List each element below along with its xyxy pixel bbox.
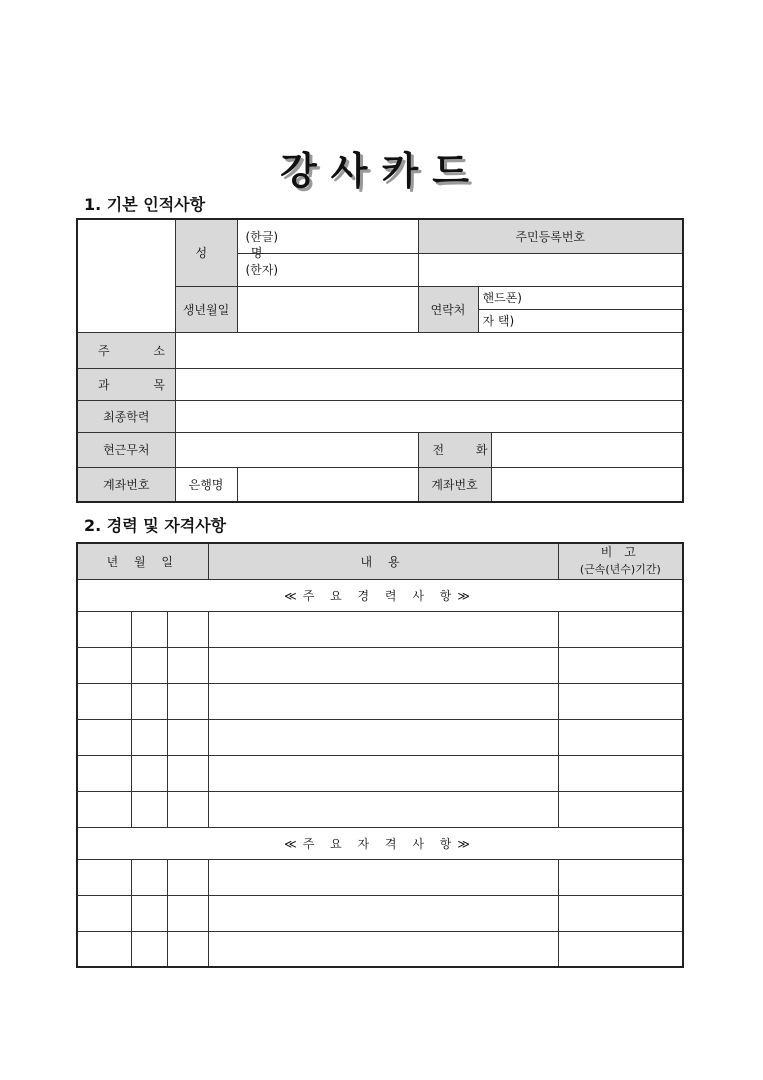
address-field[interactable] [175, 332, 683, 368]
year-cell[interactable] [77, 859, 131, 895]
month-cell[interactable] [131, 719, 167, 755]
col-date-header: 년 월 일 [77, 543, 208, 579]
career-row [77, 791, 683, 827]
bank-label: 은행명 [175, 467, 237, 502]
career-row [77, 611, 683, 647]
day-cell[interactable] [167, 755, 208, 791]
year-cell[interactable] [77, 755, 131, 791]
section-basic-heading: 1. 기본 인적사항 [84, 195, 206, 214]
note-cell[interactable] [558, 683, 683, 719]
name-korean-field[interactable]: (한글) [237, 219, 418, 253]
phone-field[interactable] [491, 432, 683, 467]
month-cell[interactable] [131, 931, 167, 967]
workplace-field[interactable] [175, 432, 418, 467]
month-cell[interactable] [131, 611, 167, 647]
page-title: 강사카드 [280, 149, 483, 193]
day-cell[interactable] [167, 719, 208, 755]
month-cell[interactable] [131, 895, 167, 931]
month-cell[interactable] [131, 791, 167, 827]
education-field[interactable] [175, 400, 683, 432]
month-cell[interactable] [131, 683, 167, 719]
year-cell[interactable] [77, 683, 131, 719]
content-cell[interactable] [208, 791, 558, 827]
note-cell[interactable] [558, 611, 683, 647]
content-cell[interactable] [208, 611, 558, 647]
account-number-field[interactable] [491, 467, 683, 502]
col-content-header: 내 용 [208, 543, 558, 579]
content-cell[interactable] [208, 859, 558, 895]
note-cell[interactable] [558, 647, 683, 683]
name-label: 성 명 [175, 219, 237, 286]
year-cell[interactable] [77, 931, 131, 967]
qualification-section-header: ≪주 요 자 격 사 항≫ [77, 827, 683, 859]
content-cell[interactable] [208, 931, 558, 967]
note-cell[interactable] [558, 719, 683, 755]
note-cell[interactable] [558, 859, 683, 895]
career-row [77, 755, 683, 791]
col-note-subtitle: (근속(년수)기간) [579, 563, 661, 577]
qualification-row [77, 931, 683, 967]
note-cell[interactable] [558, 755, 683, 791]
note-cell[interactable] [558, 791, 683, 827]
month-cell[interactable] [131, 647, 167, 683]
qualification-row [77, 859, 683, 895]
contact-label: 연락처 [418, 286, 478, 332]
content-cell[interactable] [208, 719, 558, 755]
month-cell[interactable] [131, 755, 167, 791]
year-cell[interactable] [77, 719, 131, 755]
birthdate-field[interactable] [237, 286, 418, 332]
name-hanja-field[interactable]: (한자) [237, 253, 418, 286]
phone-label: 전 화 [418, 432, 491, 467]
account-label: 계좌번호 [77, 467, 175, 502]
photo-area[interactable] [77, 219, 175, 332]
account-number-label: 계좌번호 [418, 467, 491, 502]
career-row [77, 647, 683, 683]
career-table [76, 542, 684, 968]
qualification-row [77, 895, 683, 931]
year-cell[interactable] [77, 791, 131, 827]
career-row [77, 683, 683, 719]
day-cell[interactable] [167, 895, 208, 931]
note-cell[interactable] [558, 895, 683, 931]
section-career-heading: 2. 경력 및 자격사항 [84, 516, 227, 535]
year-cell[interactable] [77, 611, 131, 647]
day-cell[interactable] [167, 931, 208, 967]
day-cell[interactable] [167, 611, 208, 647]
bank-field[interactable] [237, 467, 418, 502]
content-cell[interactable] [208, 895, 558, 931]
mobile-field[interactable]: 핸드폰) [478, 286, 683, 309]
note-cell[interactable] [558, 931, 683, 967]
birthdate-label: 생년월일 [175, 286, 237, 332]
subject-label: 과 목 [77, 368, 175, 400]
col-note-header [558, 543, 683, 579]
workplace-label: 현근무처 [77, 432, 175, 467]
year-cell[interactable] [77, 895, 131, 931]
education-label: 최종학력 [77, 400, 175, 432]
content-cell[interactable] [208, 683, 558, 719]
day-cell[interactable] [167, 647, 208, 683]
subject-field[interactable] [175, 368, 683, 400]
career-row [77, 719, 683, 755]
day-cell[interactable] [167, 683, 208, 719]
basic-info-table [76, 218, 684, 503]
career-section-header: ≪주 요 경 력 사 항≫ [77, 579, 683, 611]
col-note-title: 비 고 [600, 545, 640, 560]
day-cell[interactable] [167, 859, 208, 895]
content-cell[interactable] [208, 647, 558, 683]
day-cell[interactable] [167, 791, 208, 827]
resident-id-label: 주민등록번호 [418, 219, 683, 253]
resident-id-field[interactable] [418, 253, 683, 286]
home-phone-field[interactable]: 자 택) [478, 309, 683, 332]
year-cell[interactable] [77, 647, 131, 683]
address-label: 주 소 [77, 332, 175, 368]
content-cell[interactable] [208, 755, 558, 791]
month-cell[interactable] [131, 859, 167, 895]
